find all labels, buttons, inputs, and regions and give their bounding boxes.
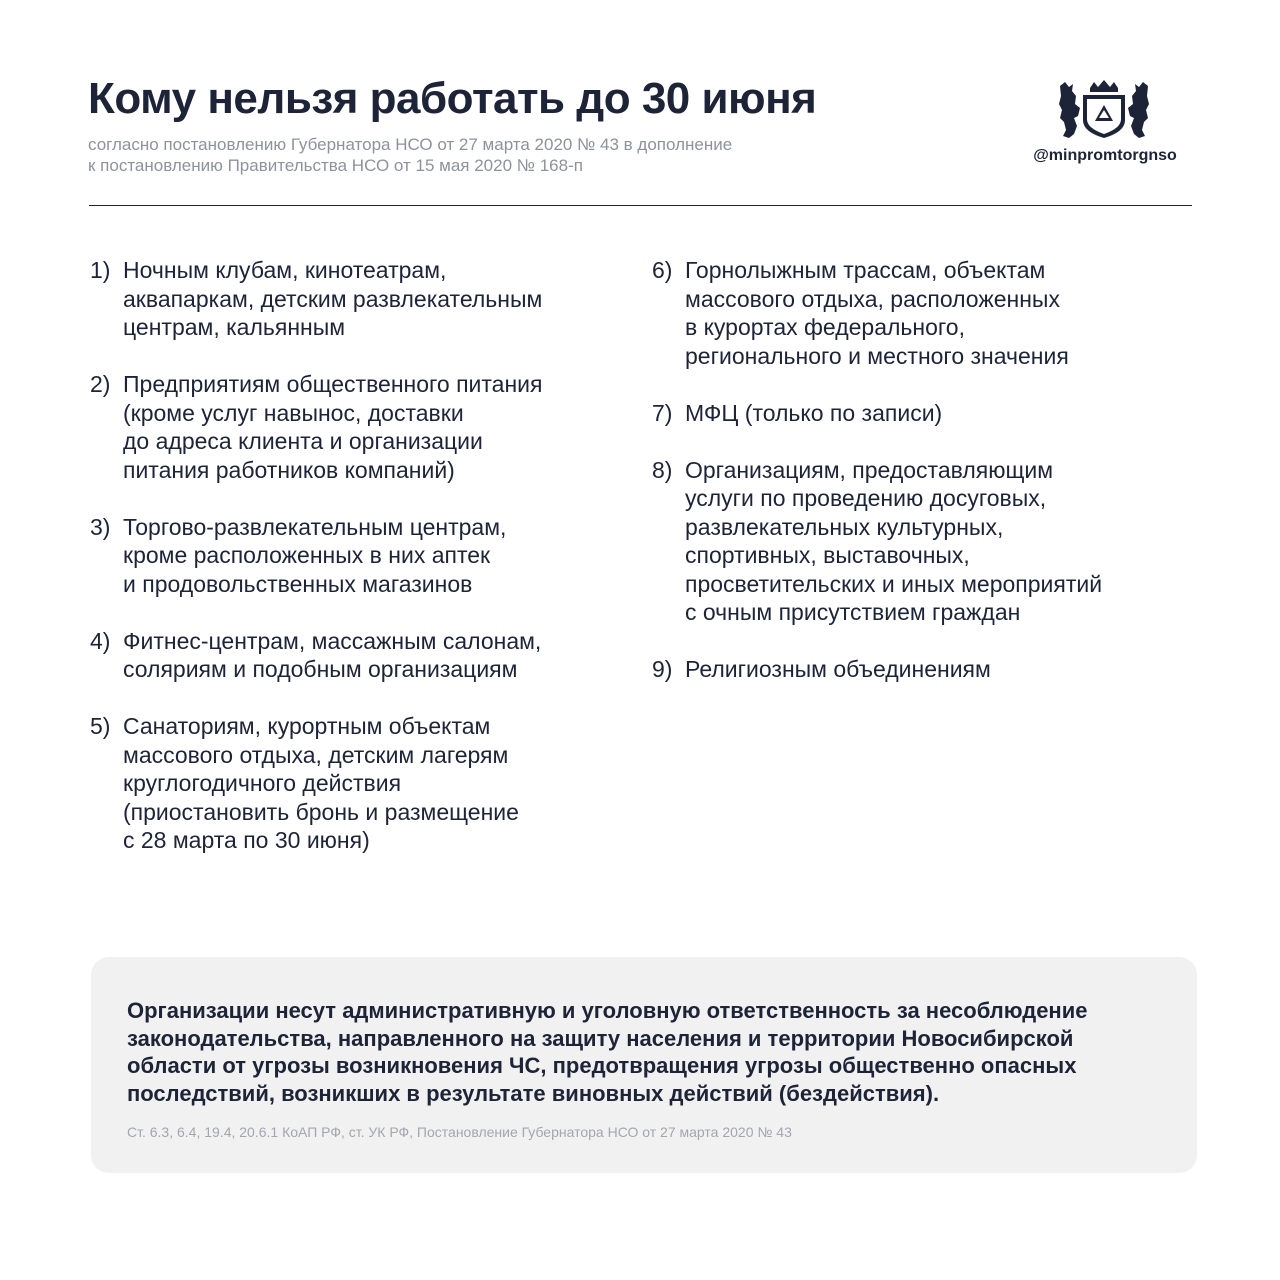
item-number: 9) <box>652 656 673 682</box>
item-line: спортивных, выставочных, <box>685 542 970 568</box>
header-divider <box>89 205 1192 206</box>
item-number: 7) <box>652 399 673 426</box>
item-line: (кроме услуг навынос, доставки <box>123 399 464 426</box>
item-line: просветительских и иных мероприятий <box>685 570 1103 597</box>
list-item <box>652 655 1197 684</box>
item-text <box>123 513 635 599</box>
legal-source: Ст. 6.3, 6.4, 19.4, 20.6.1 КоАП РФ, ст. УК РФ, Постановление Губернатора НСО от 27 марта 2020 № 43 <box>127 1124 792 1140</box>
item-line: массового отдыха, детским лагерям <box>123 741 509 768</box>
item-text <box>685 256 1197 370</box>
page-title: Кому нельзя работать до 30 июня <box>88 74 817 123</box>
subtitle-line: согласно постановлению Губернатора НСО от 27 марта 2020 № 43 в дополнение <box>88 135 733 154</box>
notice-text <box>127 997 1087 1107</box>
item-line: с очным присутствием граждан <box>685 599 1021 625</box>
list-item <box>90 712 635 855</box>
item-line: в курортах федерального, <box>685 314 965 340</box>
notice-line: законодательства, направленного на защиту населения и территории Новосибирской <box>127 1025 1074 1051</box>
subtitle <box>88 134 848 176</box>
item-line: кроме расположенных в них аптек <box>123 542 491 568</box>
liability-notice <box>91 957 1197 1173</box>
item-line: аквапаркам, детским развлекательным <box>123 285 543 312</box>
item-line: Предприятиям общественного питания <box>123 371 543 397</box>
list-item <box>90 513 635 599</box>
item-line: и продовольственных магазинов <box>123 570 473 597</box>
notice-line: последствий, возникших в результате виновных действий (бездействия). <box>127 1080 940 1106</box>
list-item <box>652 456 1197 627</box>
item-line: (приостановить бронь и размещение <box>123 798 519 825</box>
item-number: 5) <box>90 713 111 739</box>
item-line: с 28 марта по 30 июня) <box>123 827 370 853</box>
restrictions-list-left <box>90 256 635 883</box>
item-line: Санаториям, курортным объектам <box>123 713 491 739</box>
list-item <box>90 256 635 342</box>
restrictions-list-right <box>652 256 1197 712</box>
notice-line: Организации несут административную и уголовную ответственность за несоблюдение <box>127 998 1088 1023</box>
item-line: Ночным клубам, кинотеатрам, <box>123 257 447 283</box>
item-line: Торгово-развлекательным центрам, <box>123 513 507 540</box>
item-line: до адреса клиента и организации <box>123 428 483 454</box>
item-number: 8) <box>652 456 673 483</box>
item-number: 6) <box>652 257 673 283</box>
item-text <box>685 399 1197 428</box>
item-line: регионального и местного значения <box>685 342 1069 369</box>
item-text <box>685 655 1197 684</box>
subtitle-line: к постановлению Правительства НСО от 15 мая 2020 № 168-п <box>88 156 583 175</box>
item-line: Горнолыжным трассам, объектам <box>685 257 1046 283</box>
item-line: соляриям и подобным организациям <box>123 656 518 682</box>
item-line: Религиозным объединениям <box>685 656 991 682</box>
item-text <box>685 456 1197 627</box>
item-line: услуги по проведению досуговых, <box>685 485 1047 511</box>
item-line: Фитнес-центрам, массажным салонам, <box>123 627 542 654</box>
list-item <box>90 370 635 484</box>
item-text <box>123 256 635 342</box>
item-line: круглогодичного действия <box>123 770 402 796</box>
item-number: 4) <box>90 627 111 654</box>
nso-coat-of-arms-icon <box>1056 78 1152 140</box>
list-item <box>652 256 1197 370</box>
item-line: МФЦ (только по записи) <box>685 399 943 426</box>
list-item <box>90 627 635 684</box>
item-line: массового отдыха, расположенных <box>685 285 1060 312</box>
item-number: 1) <box>90 257 111 283</box>
item-line: развлекательных культурных, <box>685 513 1004 540</box>
item-line: питания работников компаний) <box>123 456 455 483</box>
social-handle: @minpromtorgnso <box>1033 147 1177 164</box>
item-line: центрам, кальянным <box>123 314 346 340</box>
notice-line: области от угрозы возникновения ЧС, предотвращения угрозы общественно опасных <box>127 1053 1077 1078</box>
item-text <box>123 712 635 855</box>
item-line: Организациям, предоставляющим <box>685 456 1054 483</box>
item-number: 2) <box>90 371 111 397</box>
item-text <box>123 627 635 684</box>
item-number: 3) <box>90 513 111 540</box>
item-text <box>123 370 635 484</box>
list-item <box>652 399 1197 428</box>
